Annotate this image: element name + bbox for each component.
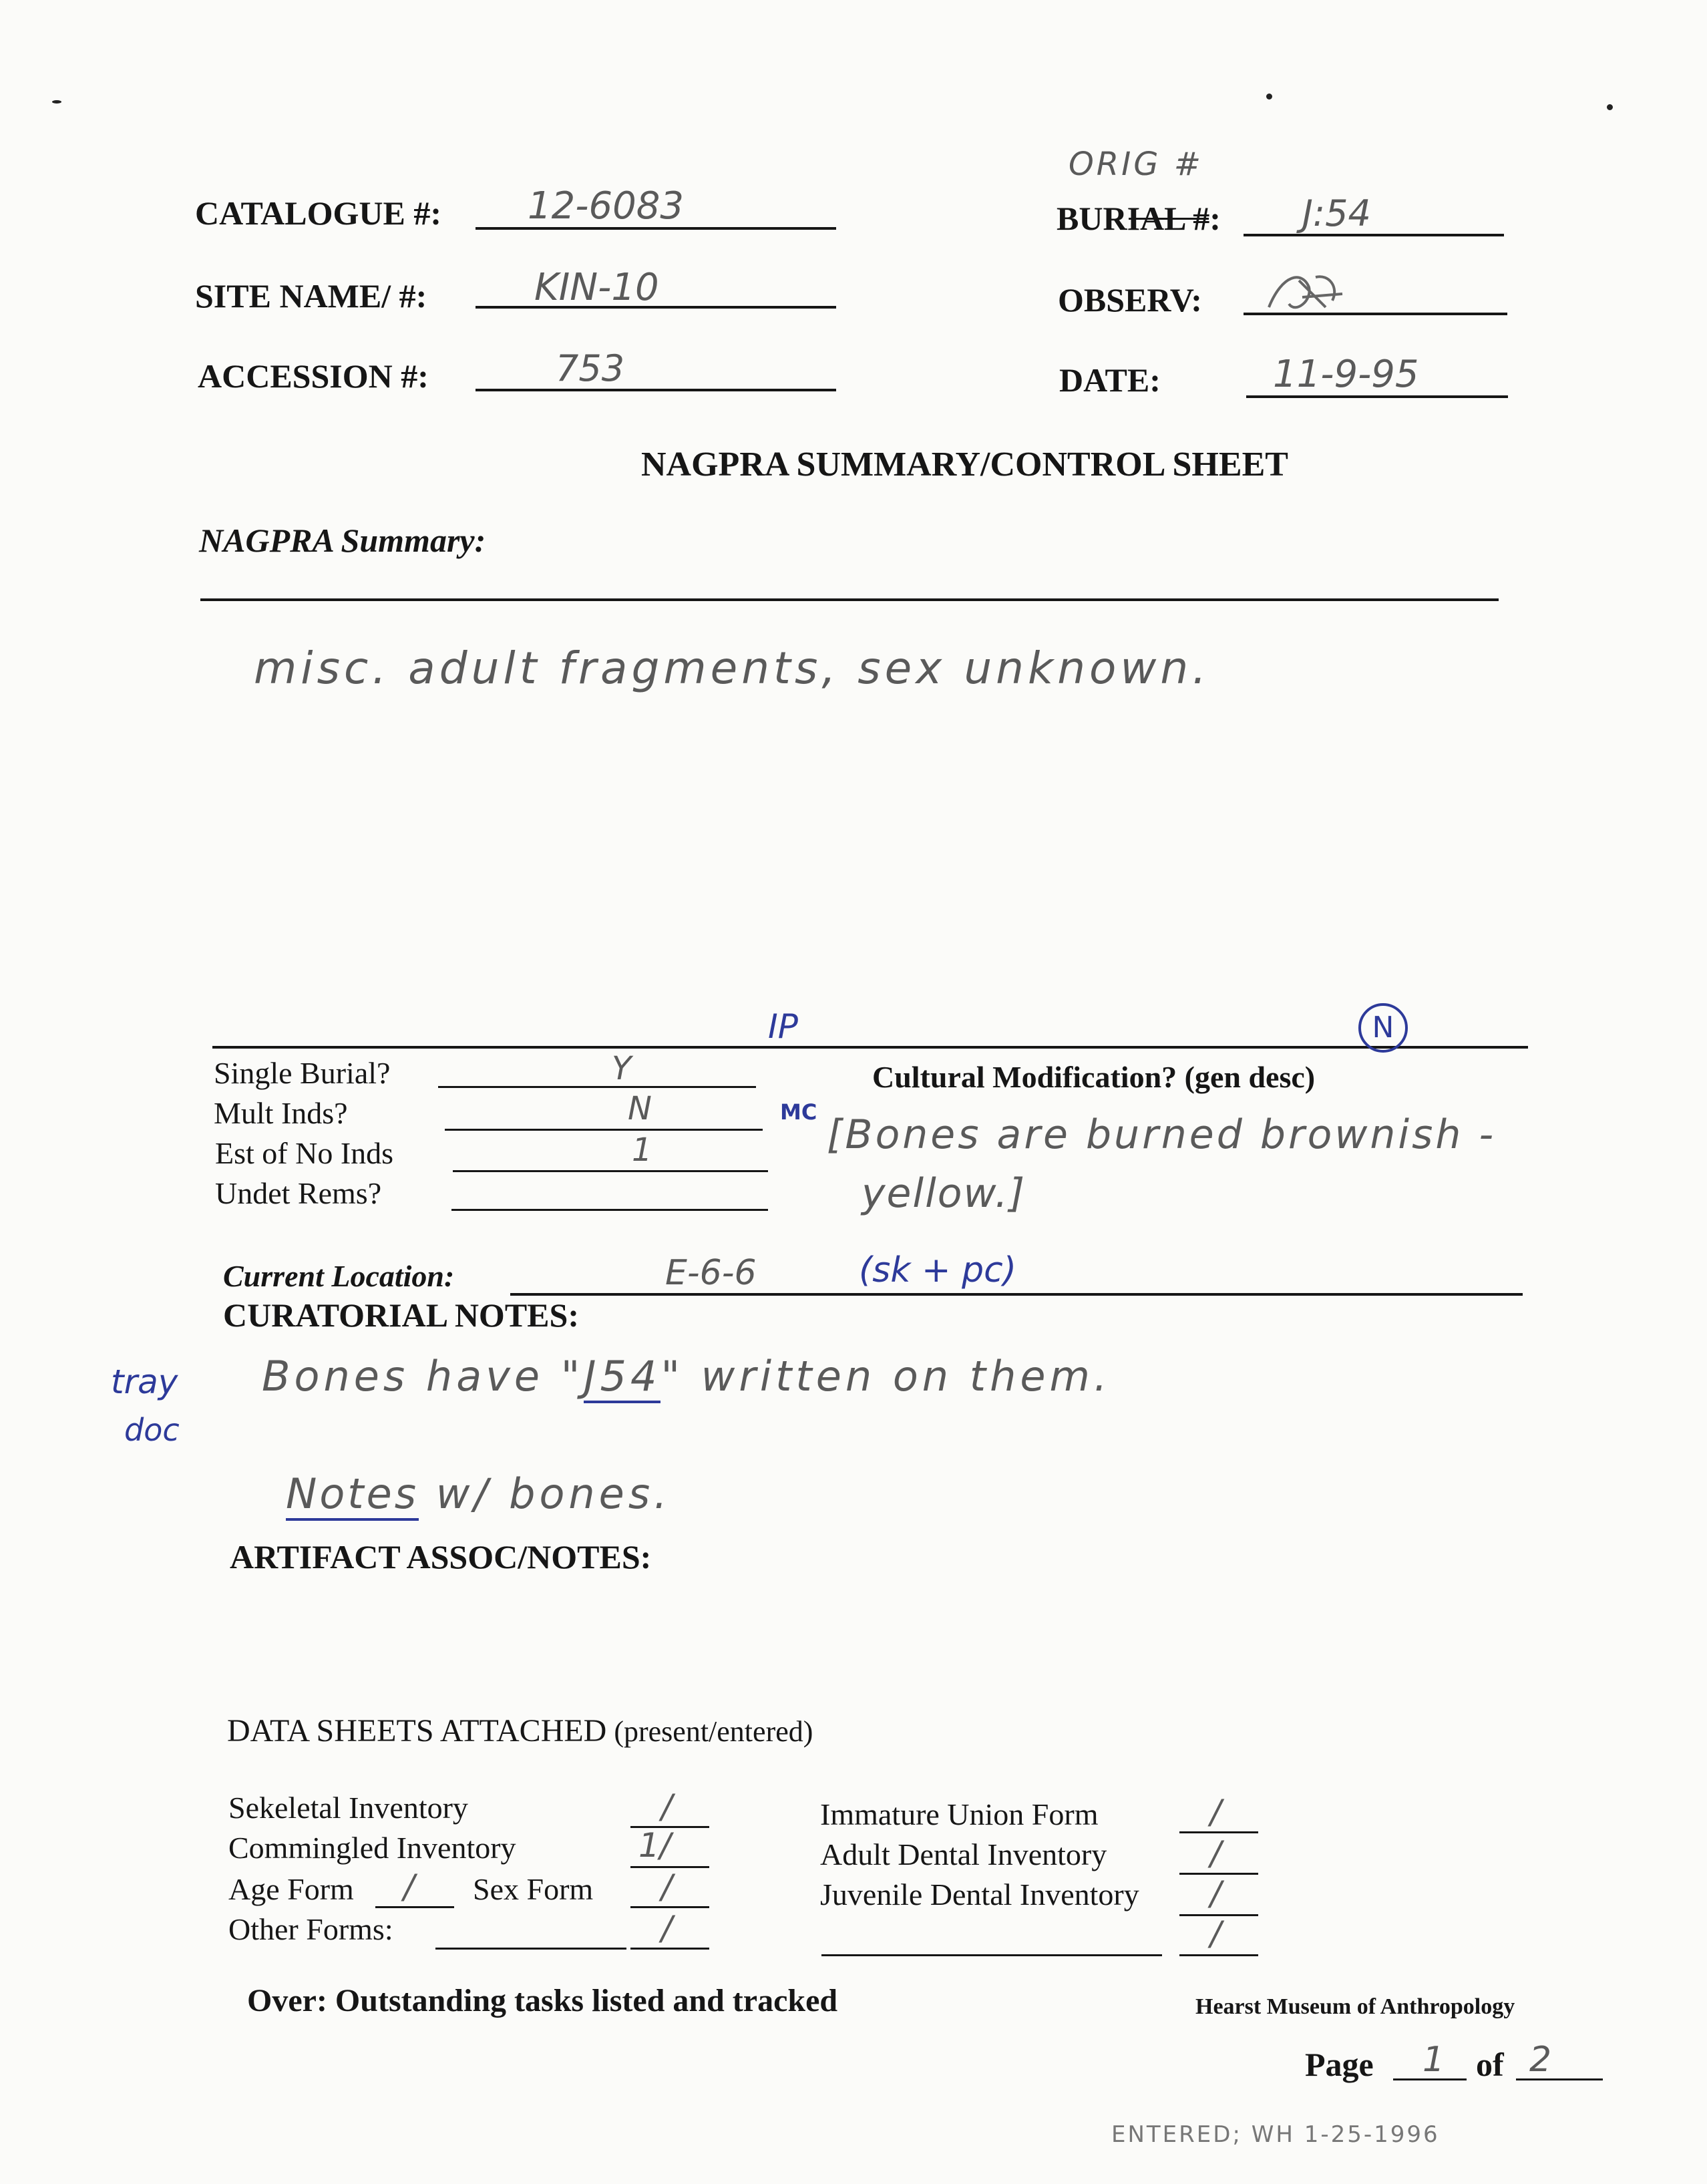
- single-burial-line: [438, 1086, 756, 1088]
- notes-word-underlined: Notes: [286, 1469, 419, 1521]
- current-location-value: E-6-6: [665, 1253, 757, 1293]
- cultural-description-line2: yellow.]: [862, 1170, 1026, 1217]
- entered-stamp: ENTERED; WH 1-25-1996: [1111, 2121, 1440, 2148]
- age-form-label: Age Form: [228, 1872, 354, 1906]
- museum-name: Hearst Museum of Anthropology: [1195, 1994, 1515, 2019]
- other-forms-check-line: [630, 1948, 709, 1950]
- accession-line: [476, 389, 836, 391]
- page-total: 2: [1529, 2040, 1552, 2080]
- undet-rems-line: [451, 1209, 768, 1211]
- skeletal-mark: /: [661, 1787, 673, 1826]
- current-location-line: [510, 1293, 1523, 1296]
- undet-rems-label: Undet Rems?: [215, 1176, 382, 1210]
- commingled-inventory-label: Commingled Inventory: [228, 1831, 516, 1865]
- tray-doc-note-1: tray: [111, 1362, 178, 1401]
- artifact-assoc-label: ARTIFACT ASSOC/NOTES:: [230, 1538, 652, 1576]
- scan-speck: [1607, 104, 1613, 110]
- summary-label: NAGPRA Summary:: [199, 522, 486, 559]
- immature-union-label: Immature Union Form: [820, 1797, 1099, 1831]
- burial-section-rule: [212, 1046, 1528, 1049]
- curatorial-note-line2-rest: w/ bones.: [419, 1469, 671, 1518]
- other-forms-label: Other Forms:: [228, 1912, 393, 1946]
- other-right-check-line: [1179, 1954, 1258, 1956]
- page-label: Page: [1305, 2046, 1374, 2083]
- adult-dental-mark: /: [1210, 1834, 1221, 1873]
- est-inds-value: 1: [632, 1131, 652, 1169]
- data-sheets-heading-main: DATA SHEETS ATTACHED: [227, 1713, 607, 1749]
- mult-inds-value: N: [628, 1090, 652, 1127]
- site-label: SITE NAME/ #:: [195, 277, 427, 315]
- immature-union-mark: /: [1210, 1793, 1221, 1831]
- catalogue-label: CATALOGUE #:: [195, 194, 441, 232]
- summary-text: misc. adult fragments, sex unknown.: [254, 643, 1211, 694]
- of-label: of: [1476, 2046, 1504, 2083]
- data-sheets-heading-sub: (present/entered): [606, 1715, 813, 1748]
- catalogue-value: 12-6083: [528, 184, 684, 228]
- data-sheets-heading: [227, 1712, 813, 1749]
- other-forms-line: [435, 1948, 626, 1950]
- page-number: 1: [1422, 2040, 1445, 2080]
- mult-inds-line: [445, 1129, 763, 1131]
- other-forms-mark: /: [661, 1909, 673, 1948]
- age-form-line: [375, 1906, 454, 1908]
- curatorial-note-line1-post: " written on them.: [660, 1352, 1111, 1401]
- single-burial-label: Single Burial?: [214, 1056, 391, 1090]
- est-inds-label: Est of No Inds: [215, 1136, 394, 1170]
- scan-speck: [52, 100, 61, 104]
- scan-speck: [1266, 94, 1272, 100]
- current-location-label: Current Location:: [223, 1259, 455, 1293]
- sex-form-mark: /: [661, 1867, 673, 1906]
- sex-form-label: Sex Form: [473, 1872, 594, 1906]
- juvenile-dental-label: Juvenile Dental Inventory: [820, 1877, 1139, 1912]
- outstanding-tasks-note: Over: Outstanding tasks listed and tracked: [247, 1983, 838, 2018]
- skeletal-inventory-label: Sekeletal Inventory: [228, 1791, 468, 1825]
- adult-dental-label: Adult Dental Inventory: [820, 1837, 1107, 1871]
- cultural-modification-label: Cultural Modification? (gen desc): [872, 1060, 1316, 1094]
- tray-doc-note-2: doc: [124, 1412, 180, 1448]
- observ-label: OBSERV:: [1058, 281, 1202, 319]
- single-burial-value: Y: [612, 1050, 632, 1087]
- est-inds-line: [453, 1170, 768, 1172]
- mc-note: MC: [780, 1099, 817, 1125]
- site-value: KIN-10: [534, 266, 659, 309]
- other-right-mark: /: [1210, 1914, 1221, 1953]
- accession-value: 753: [556, 347, 625, 389]
- curatorial-notes-label: CURATORIAL NOTES:: [223, 1296, 579, 1334]
- burial-id-underlined: J54: [584, 1352, 660, 1403]
- other-right-line: [821, 1954, 1162, 1956]
- juvenile-dental-mark: /: [1210, 1874, 1221, 1913]
- burial-value: J:54: [1302, 192, 1371, 234]
- age-form-mark: /: [403, 1867, 415, 1906]
- observer-initials-signature: [1262, 267, 1349, 321]
- date-value: 11-9-95: [1273, 353, 1419, 396]
- burial-strike: [1129, 218, 1209, 220]
- sex-form-line: [630, 1906, 709, 1908]
- burial-line: [1244, 234, 1504, 236]
- cultural-description-line1: [Bones are burned brownish -: [827, 1111, 1497, 1158]
- burial-label: BURIAL #:: [1057, 200, 1221, 237]
- ip-note: IP: [768, 1007, 798, 1046]
- orig-annotation: ORIG #: [1069, 146, 1203, 183]
- mult-inds-label: Mult Inds?: [214, 1096, 348, 1130]
- curatorial-note-line2: [286, 1469, 671, 1518]
- accession-label: ACCESSION #:: [198, 357, 429, 395]
- curatorial-note-line1-pre: Bones have ": [262, 1352, 584, 1401]
- date-label: DATE:: [1059, 361, 1161, 399]
- curatorial-note-line1: [262, 1352, 1111, 1401]
- immature-union-line: [1179, 1831, 1258, 1833]
- circled-n: [1358, 1003, 1408, 1053]
- current-location-note: (sk + pc): [859, 1250, 1017, 1290]
- commingled-mark: 1/: [638, 1826, 671, 1865]
- summary-line: [200, 598, 1499, 601]
- circled-n-letter: N: [1372, 1011, 1394, 1045]
- sheet-title: NAGPRA SUMMARY/CONTROL SHEET: [641, 445, 1288, 484]
